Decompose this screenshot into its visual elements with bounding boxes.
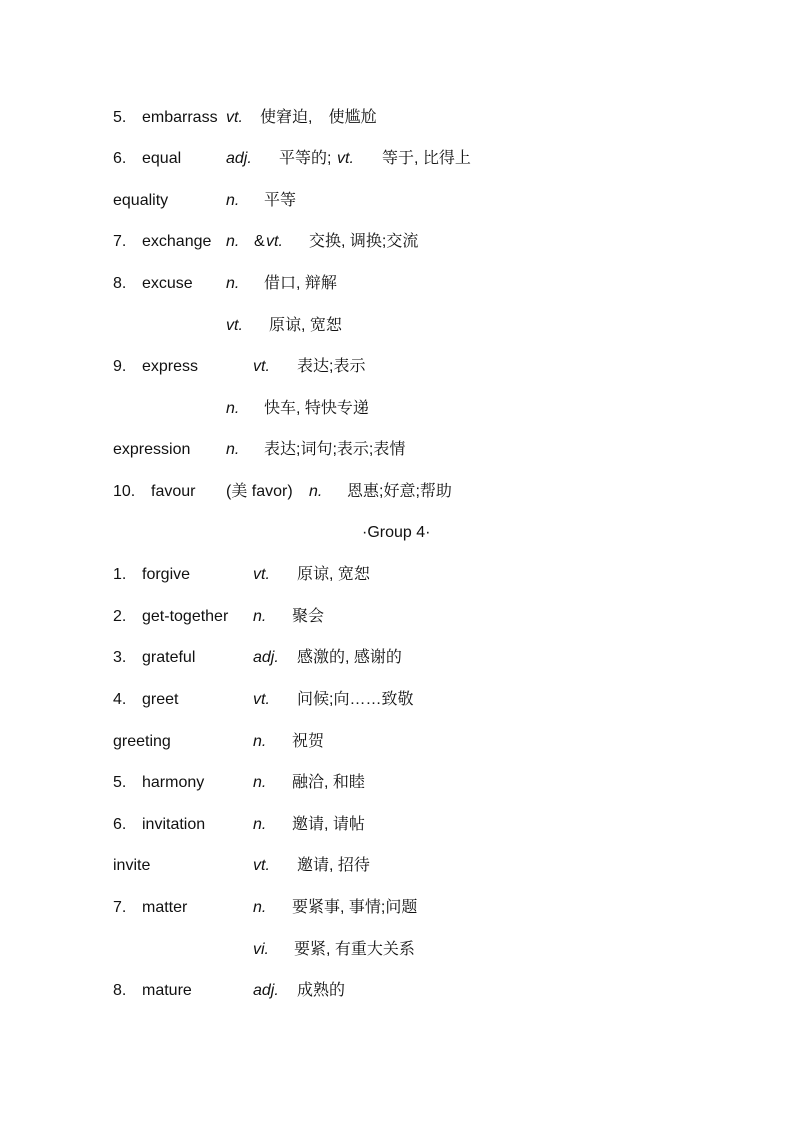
- entry-word: equality: [113, 192, 169, 209]
- entry-meaning: 平等的;: [279, 150, 332, 167]
- entry-number: 10.: [113, 483, 136, 500]
- group-heading: [0, 521, 794, 545]
- part-of-speech: vt.: [253, 691, 270, 708]
- entry-meaning: 原谅, 宽恕: [269, 317, 342, 334]
- entry-meaning: 祝贺: [292, 733, 325, 750]
- entry-meaning: 交换, 调换;交流: [309, 233, 419, 250]
- entry-favour: [0, 480, 794, 504]
- entry-word: expression: [113, 441, 191, 458]
- part-of-speech: vt.: [253, 857, 270, 874]
- entry-word: greet: [142, 691, 179, 708]
- part-of-speech: n.: [226, 233, 240, 250]
- part-of-speech: n.: [226, 400, 240, 417]
- pos-connector: &: [254, 233, 265, 250]
- entry-mature: [0, 979, 794, 1003]
- part-of-speech: vt.: [253, 566, 270, 583]
- entry-meaning: 快车, 特快专递: [264, 400, 369, 417]
- entry-meaning: 表达;表示: [297, 358, 366, 375]
- entry-express-noun: [0, 397, 794, 421]
- part-of-speech: adj.: [253, 649, 279, 666]
- entry-meaning: 问候;向……致敬: [297, 691, 414, 708]
- part-of-speech: n.: [226, 441, 240, 458]
- part-of-speech: n.: [253, 774, 267, 791]
- entry-meaning: 原谅, 宽恕: [297, 566, 370, 583]
- part-of-speech: vi.: [253, 941, 269, 958]
- part-of-speech: vt.: [226, 109, 243, 126]
- part-of-speech: n.: [253, 899, 267, 916]
- entry-number: 5.: [113, 109, 127, 126]
- group-heading-text: ·Group 4·: [362, 524, 431, 541]
- entry-word: invite: [113, 857, 151, 874]
- entry-meaning: 使窘迫, 使尴尬: [260, 109, 377, 126]
- entry-excuse: [0, 272, 794, 296]
- entry-word: invitation: [142, 816, 206, 833]
- part-of-speech: n.: [226, 275, 240, 292]
- entry-meaning: 成熟的: [297, 982, 346, 999]
- entry-word: favour: [151, 483, 196, 500]
- entry-number: 9.: [113, 358, 127, 375]
- part-of-speech: adj.: [253, 982, 279, 999]
- entry-meaning: 表达;词句;表示;表情: [264, 441, 406, 458]
- entry-word: mature: [142, 982, 192, 999]
- part-of-speech: n.: [226, 192, 240, 209]
- entry-invite: [0, 854, 794, 878]
- part-of-speech: vt.: [253, 358, 270, 375]
- entry-embarrass: [0, 106, 794, 130]
- entry-number: 3.: [113, 649, 127, 666]
- entry-word: embarrass: [142, 109, 218, 126]
- entry-meaning: 恩惠;好意;帮助: [347, 483, 452, 500]
- entry-meaning: 融洽, 和睦: [292, 774, 365, 791]
- entry-meaning: 邀请, 招待: [297, 857, 370, 874]
- entry-invitation: [0, 813, 794, 837]
- entry-meaning: 要紧事, 事情;问题: [292, 899, 418, 916]
- entry-forgive: [0, 563, 794, 587]
- entry-word: equal: [142, 150, 182, 167]
- entry-number: 8.: [113, 982, 127, 999]
- entry-number: 8.: [113, 275, 127, 292]
- entry-harmony: [0, 771, 794, 795]
- entry-number: 6.: [113, 816, 127, 833]
- entry-meaning: 感激的, 感谢的: [297, 649, 402, 666]
- entry-meaning: 聚会: [292, 608, 325, 625]
- entry-meaning: 要紧, 有重大关系: [294, 941, 415, 958]
- entry-greeting: [0, 730, 794, 754]
- entry-express: [0, 355, 794, 379]
- entry-word: get-together: [142, 608, 229, 625]
- entry-exchange: [0, 230, 794, 254]
- part-of-speech: n.: [253, 608, 267, 625]
- entry-word: exchange: [142, 233, 212, 250]
- part-of-speech: n.: [253, 816, 267, 833]
- entry-get-together: [0, 605, 794, 629]
- entry-number: 1.: [113, 566, 127, 583]
- entry-meaning-secondary: 等于, 比得上: [382, 150, 471, 167]
- entry-number: 5.: [113, 774, 127, 791]
- entry-greet: [0, 688, 794, 712]
- part-of-speech-secondary: vt.: [337, 150, 354, 167]
- entry-expression: [0, 438, 794, 462]
- entry-number: 7.: [113, 233, 127, 250]
- entry-excuse-verb: [0, 314, 794, 338]
- entry-number: 2.: [113, 608, 127, 625]
- spelling-variant: (美 favor): [226, 483, 293, 500]
- entry-equality: [0, 189, 794, 213]
- entry-equal: [0, 147, 794, 171]
- entry-word: greeting: [113, 733, 171, 750]
- entry-matter-verb: [0, 938, 794, 962]
- entry-word: harmony: [142, 774, 205, 791]
- part-of-speech-secondary: vt.: [266, 233, 283, 250]
- entry-word: forgive: [142, 566, 191, 583]
- entry-grateful: [0, 646, 794, 670]
- entry-word: matter: [142, 899, 188, 916]
- part-of-speech: n.: [309, 483, 323, 500]
- entry-meaning: 借口, 辩解: [264, 275, 337, 292]
- entry-word: express: [142, 358, 199, 375]
- part-of-speech: adj.: [226, 150, 252, 167]
- entry-meaning: 邀请, 请帖: [292, 816, 365, 833]
- entry-meaning: 平等: [264, 192, 297, 209]
- entry-word: grateful: [142, 649, 196, 666]
- entry-matter: [0, 896, 794, 920]
- entry-number: 4.: [113, 691, 127, 708]
- part-of-speech: vt.: [226, 317, 243, 334]
- part-of-speech: n.: [253, 733, 267, 750]
- entry-number: 6.: [113, 150, 127, 167]
- entry-word: excuse: [142, 275, 193, 292]
- entry-number: 7.: [113, 899, 127, 916]
